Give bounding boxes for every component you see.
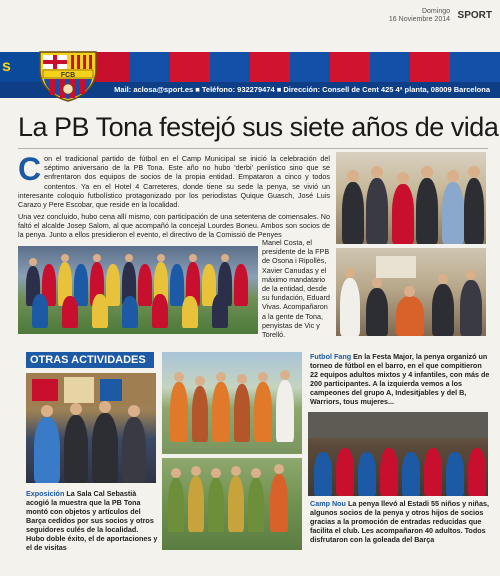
sport-side-mark: s <box>2 58 11 75</box>
mud-football-photo-2 <box>162 458 302 550</box>
issue-date <box>389 8 450 24</box>
article-headline: La PB Tona festejó sus siete años de vida <box>18 112 499 142</box>
fcb-crest-icon <box>30 48 106 102</box>
drop-cap: C <box>18 151 42 187</box>
futbol-fang-text: En la Festa Major, la penya organizó un torneo de fútbol en el barro, en el que compitieron 22 equipos adultos mixtos y 4 infantiles, con más de 200 participantes. A la izquierda vemos a los campeones del grupo A, Indesitjables y del B, Warriors, tous mujeres... <box>310 352 490 406</box>
camp-nou-title: Camp Nou <box>310 499 346 508</box>
camp-nou-photo <box>308 412 488 496</box>
article-paragraph-2: Una vez concluido, hubo cena allí mismo, con participación de una setentena de comensales. No faltó el alcalde Josep Salom, al que acompañó la concejal Lourdes Boneu. Ambos son socios de la penya. Junto a ellos presidieron el evento, el directivo de la Comissió de Penyes <box>18 212 330 240</box>
futbol-fang-title: Futbol Fang <box>310 352 352 361</box>
other-activities-title: OTRAS ACTIVIDADES <box>26 352 154 368</box>
futbol-fang-caption <box>310 352 490 406</box>
page-top <box>0 0 500 52</box>
dinner-photo <box>336 248 486 336</box>
exhibition-text: La Sala Cal Sebastià acogió la muestra que la PB Tona montó con objetos y artículos del Barça cedidos por sus socios y otros seguidores culés de la localidad. Hubo doble éxito, el de aportaciones y el de visitas <box>26 489 158 552</box>
exhibition-caption <box>26 489 158 552</box>
headline-divider <box>18 148 488 149</box>
mud-football-photo-1 <box>162 352 302 454</box>
exhibition-title: Exposición <box>26 489 65 498</box>
date-weekday: Domingo <box>421 8 450 15</box>
section-label: SPORT <box>457 10 492 21</box>
date-full: 16 Noviembre 2014 <box>388 16 450 23</box>
article-paragraph-3: Manel Costa, el presidente de la FPB de Osona i Ripollès, Xavier Canudas y el máximo mandatario de la entidad, desde su fundación, Eduard Vivas. Acompañaron a la gente de Tona, penyistas de Vic y Torelló. <box>262 238 330 340</box>
camp-nou-caption <box>310 499 490 544</box>
team-photo <box>18 246 258 334</box>
exhibition-photo <box>26 373 156 483</box>
crest-letters: FCB <box>60 72 76 79</box>
toast-photo <box>336 152 486 244</box>
camp-nou-text: La penya llevó al Estadi 55 niños y niñas, algunos socios de la penya y otros hijos de socios gracias a la promoción de entradas reducidas que facilita el club. Les acompañaron 40 adultos. Todos disfrutaron con la goleada del Barça <box>310 499 489 544</box>
article-intro <box>18 151 330 210</box>
article-paragraph-1: on el tradicional partido de fútbol en el Camp Municipal se inició la celebración del séptimo aniversario de la PB Tona. Este año no hubo 'derbi' periístico sino que se enfrentaron dos equipos de socios de la propia entidad. Empataron a cinco y todos contentos. Ya en el Hotel 4 Carreteres, donde tiene su sede la penya, se vivió un interesante coloquio futbolístico protagonizado por los periodistas Quique Guasch, José Luis Carazo y Pere Escobar, que reside en la localidad. <box>18 154 330 210</box>
contact-line: Mail: aclosa@sport.es ■ Teléfono: 932279474 ■ Dirección: Consell de Cent 425 4ª planta, 08009 Barcelona <box>0 82 500 98</box>
